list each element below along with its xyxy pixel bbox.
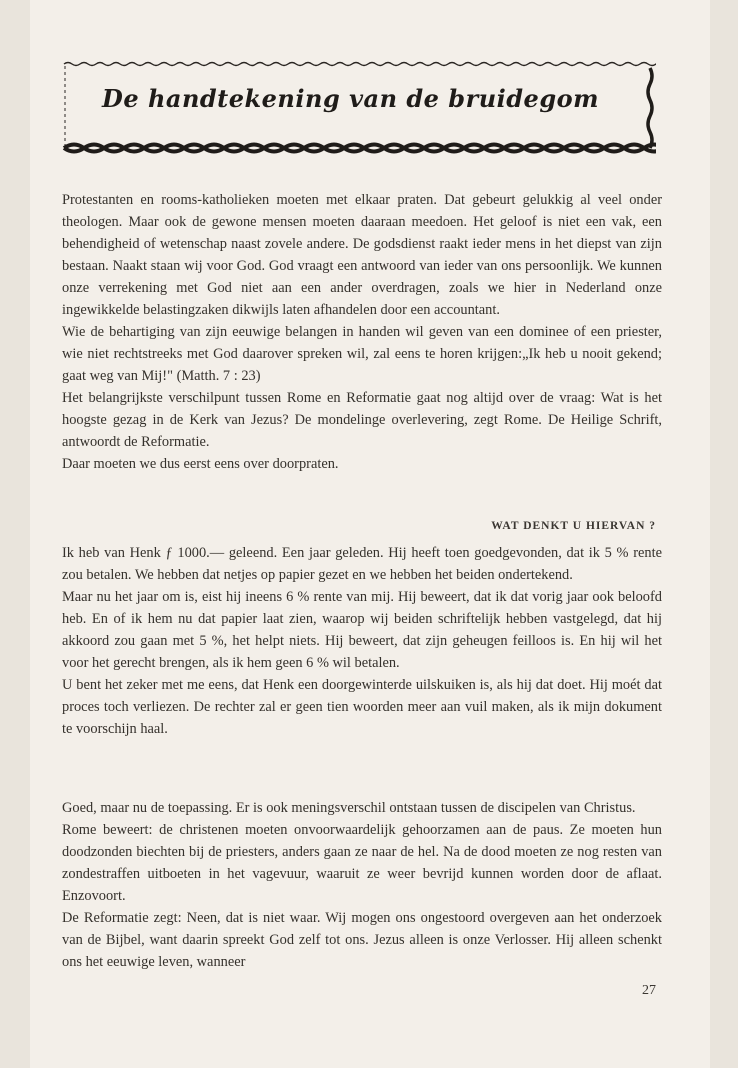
article-title: De handtekening van de bruidegom bbox=[102, 84, 600, 113]
paragraph: Maar nu het jaar om is, eist hij ineens 6 % rente van mij. Hij beweert, dat ik dat vorig jaar ook beloofd heb. En of ik hem nu dat papier laat zien, waarop wij beiden schriftelijk hebben vastgelegd, dat hij akkoord zou gaan met 5 %, het helpt niets. Hij beweert, dat zijn geheugen feilloos is. En hij wil het voor het gerecht brengen, als ik hem geen 6 % wil betalen. bbox=[62, 589, 662, 671]
paragraph: Ik heb van Henk ƒ 1000.— geleend. Een jaar geleden. Hij heeft toen goedgevonden, dat ik 5 % rente zou betalen. We hebben dat netjes op papier gezet en we hebben het beiden ondertekend. bbox=[62, 545, 662, 583]
paragraph: Rome beweert: de christenen moeten onvoorwaardelijk gehoorzamen aan de paus. Ze moeten hun doodzonden biechten bij de priesters, anders gaan ze naar de hel. Na de dood moeten ze nog resten van zondestraffen uitboeten in het vagevuur, waaruit ze weer bevrijd kunnen worden door de aflaat. Enzovoort. bbox=[62, 822, 662, 904]
paragraph: Wie de behartiging van zijn eeuwige belangen in handen wil geven van een dominee of een priester, wie niet rechtstreeks met God daarover spreken wil, zal eens te horen krijgen:„Ik heb u nooit gekend; gaat weg van Mij!" (Matth. 7 : 23) bbox=[62, 324, 662, 384]
section-heading: WAT DENKT U HIERVAN ? bbox=[491, 520, 656, 532]
paragraph: De Reformatie zegt: Neen, dat is niet waar. Wij mogen ons ongestoord overgeven aan het onderzoek van de Bijbel, want daarin spreekt God zelf tot ons. Jezus alleen is onze Verlosser. Hij alleen schenkt ons het eeuwige leven, wanneer bbox=[62, 910, 662, 970]
application-section bbox=[62, 797, 662, 973]
page-number: 27 bbox=[642, 983, 656, 998]
intro-section bbox=[62, 189, 662, 475]
paragraph: Het belangrijkste verschilpunt tussen Rome en Reformatie gaat nog altijd over de vraag: Wat is het hoogste gezag in de Kerk van Jezus? De mondelinge overlevering, zegt Rome. De Heilige Schrift, antwoordt de Reformatie. bbox=[62, 390, 662, 450]
paragraph: Protestanten en rooms-katholieken moeten met elkaar praten. Dat gebeurt gelukkig al veel onder theologen. Maar ook de gewone mensen moeten daaraan meedoen. Het geloof is niet een vak, een behendigheid of wetenschap naast zovele andere. De godsdienst raakt ieder mens in het diepst van zijn bestaan. Naakt staan wij voor God. God vraagt een antwoord van ieder van ons persoonlijk. We kunnen onze verrekening met God niet aan een ander overdragen, zoals we hier in Nederland onze ingewikkelde belastingzaken dikwijls laten afhandelen door een accountant. bbox=[62, 192, 662, 318]
page bbox=[30, 0, 710, 1068]
title-frame bbox=[62, 58, 656, 154]
paragraph: U bent het zeker met me eens, dat Henk een doorgewinterde uilskuiken is, als hij dat doet. Hij moét dat proces toch verliezen. De rechter zal er geen tien woorden meer aan vuil maken, als ik mijn dokument te voorschijn haal. bbox=[62, 677, 662, 737]
paragraph: Goed, maar nu de toepassing. Er is ook meningsverschil ontstaan tussen de discipelen van Christus. bbox=[62, 800, 636, 816]
example-section bbox=[62, 542, 662, 740]
paragraph: Daar moeten we dus eerst eens over doorpraten. bbox=[62, 456, 339, 472]
